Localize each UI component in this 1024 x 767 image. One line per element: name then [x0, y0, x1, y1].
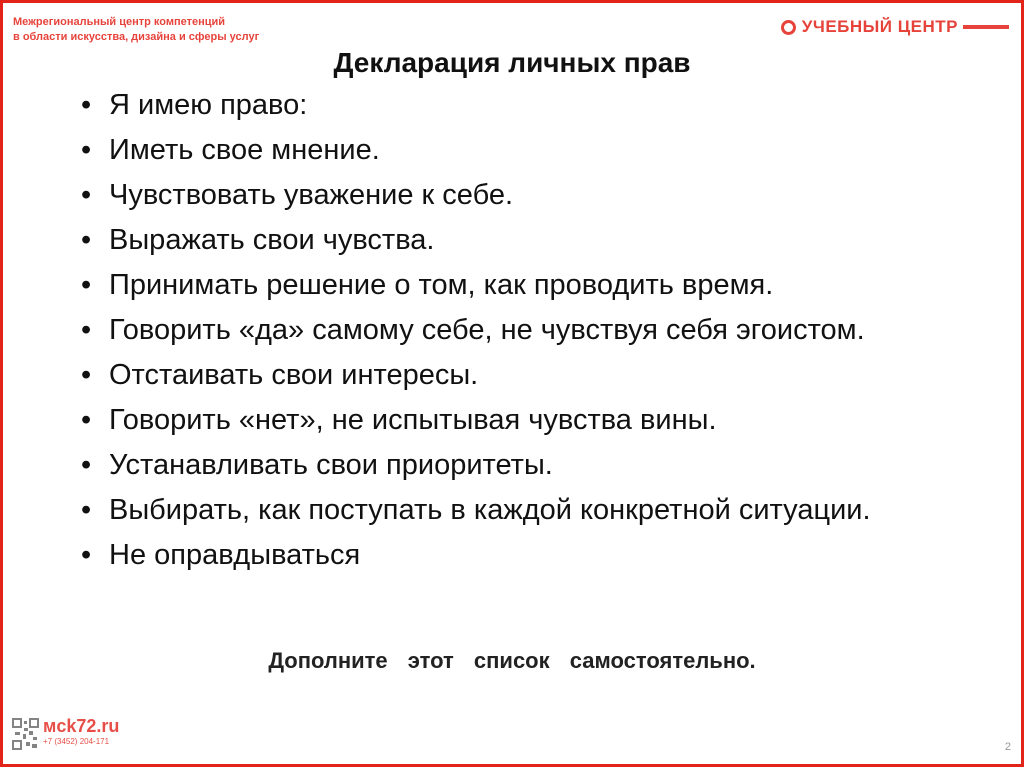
footer-note: Дополните этот список самостоятельно. [268, 648, 756, 673]
list-item: • Отстаивать свои интересы. [79, 361, 909, 390]
list-item: • Выражать свои чувства. [79, 226, 909, 255]
qr-code-icon [12, 718, 39, 750]
list-item: • Говорить «нет», не испытывая чувства вины. [79, 406, 909, 435]
page-number: 2 [1004, 741, 1011, 753]
list-item: • Говорить «да» самому себе, не чувствуя себя эгоистом. [79, 316, 909, 345]
brand-tag [963, 25, 1009, 29]
phone-number: +7 (3452) 204-171 [43, 737, 110, 746]
organization-name [13, 15, 273, 45]
organization-name-line2: в области искусства, дизайна и сферы услуг [13, 31, 260, 43]
brand-logo [781, 17, 1009, 37]
brand-ring-icon [781, 20, 796, 35]
list-item: • Не оправдываться [79, 541, 909, 570]
list-item: • Иметь свое мнение. [79, 136, 909, 165]
list-item: • Выбирать, как поступать в каждой конкретной ситуации. [79, 496, 909, 525]
brand-text: УЧЕБНЫЙ ЦЕНТР [801, 17, 958, 36]
list-item: • Я имею право: [79, 91, 909, 120]
organization-name-line1: Межрегиональный центр компетенций [13, 16, 226, 28]
list-item: • Чувствовать уважение к себе. [79, 181, 909, 210]
site-url[interactable]: мck72.ru [43, 716, 120, 736]
rights-list [79, 91, 909, 586]
slide-title: Декларация личных прав [333, 47, 691, 78]
list-item: • Принимать решение о том, как проводить время. [79, 271, 909, 300]
contact-block [43, 715, 119, 747]
list-item: • Устанавливать свои приоритеты. [79, 451, 909, 480]
